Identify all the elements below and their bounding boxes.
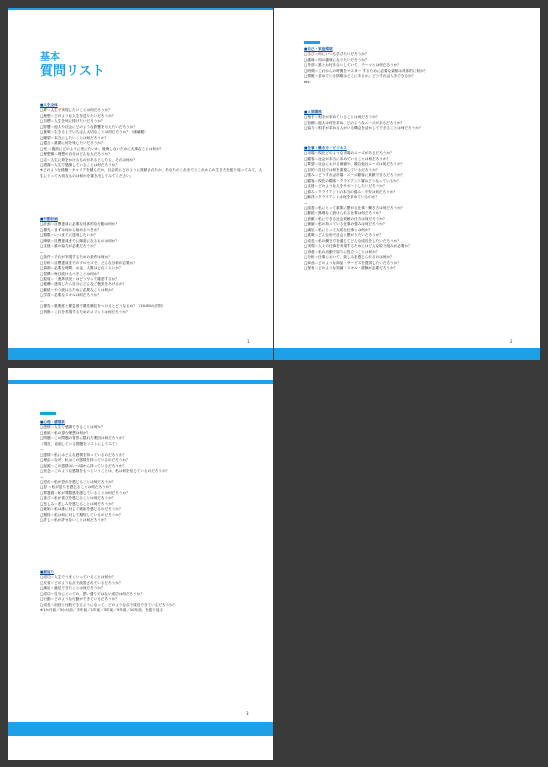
page-1	[8, 8, 273, 360]
section-heading: ■行動計画	[40, 217, 58, 221]
question-line: □悩み＝クライアントの本当の悩み・不安は何だろうか？	[304, 189, 397, 194]
question-line: □振返＝「進捗状況」はどうやって確認するか？	[40, 276, 119, 281]
section-heading: ■人間関係	[304, 110, 322, 114]
document-title: 質問リスト	[40, 64, 105, 79]
note-line: ※1か月前／3か月前／半年前／1年前／3年前／5年前／10年前、を振り返る	[40, 608, 164, 613]
question-line: □相手＝相手が求めていることは何だろうか？	[304, 115, 380, 120]
question-line: □成長＝私の働き方を通じてどんな成長をしたいだろうか？	[304, 238, 401, 243]
page-3	[8, 368, 273, 760]
document-subtitle: 基本	[40, 52, 60, 63]
section-heading: ■振返り	[40, 570, 55, 574]
question-line: □行動＝どのような行動ができているだろうか？	[40, 597, 119, 602]
question-line: □分析＝仕事において、楽しみを感じられるのは何か？	[304, 255, 394, 260]
question-line: □感情＝人生で感謝できることは何か？	[40, 425, 105, 430]
question-line: □問題＝この問題の背景に隠れた要因は何だろうか？	[40, 436, 127, 441]
section-heading: ■人生全体	[40, 103, 58, 107]
question-line: □市場＝現在どのような市場のニーズがあるだろうか？	[304, 151, 394, 156]
section-self-family	[304, 47, 532, 85]
question-line: □優先＝まずは何から始めるべきか？	[40, 227, 101, 232]
question-line: □時間＝これからの時間をマスター するために必要な資格は具体的に何か？	[304, 68, 428, 73]
question-line: □遺言＝最期に何を残したいだろうか？	[40, 141, 105, 146]
question-line: □悲しみ＝悲しみを感じることは何だろうか？	[40, 501, 116, 506]
section-life	[40, 103, 265, 179]
question-line: □信念＝このような感情をもつということは、私は何を信じているのだろうか？	[40, 469, 170, 474]
question-line: □目標＝人生を何に捧げたいだろうか？	[40, 119, 105, 124]
question-line: □得意＝私の活動で周りに役立つことは何か？	[304, 249, 380, 254]
question-line: （現在、直面している問題をリストにしてみて）	[40, 441, 119, 446]
question-line: □成長＝前回と比較できるようになって、どのような点で成長できているだろうか？	[40, 602, 177, 607]
question-line: □要望＝社会における価値や、競合他社ニーズは何だろうか？	[304, 162, 405, 167]
accent-bar	[304, 41, 320, 44]
question-line: □信頼＝他人は何を求め、どのようなニーズがあるだろうか？	[304, 120, 405, 125]
question-line: □期限＝いつまでに達成したいか？	[40, 233, 98, 238]
question-line: □許し＝私が許せないことは何だろうか？	[40, 518, 109, 523]
separator-dash: —	[40, 474, 44, 479]
question-line: □保有＝どのような知識・スキル・経験が必要だろうか？	[304, 265, 398, 270]
question-line: □計画＝目標達成に必要な具体的な行動は何か？	[40, 222, 119, 227]
question-line: □支援＝どのような人をサポートしたいだろうか？	[304, 184, 387, 189]
question-line: □改善＝私にとって重要に繋がる仕事・働き方は何だろうか？	[304, 205, 405, 210]
question-line: □協力＝相手が求める人がいる機会を活かしてできることは何だろうか？	[304, 126, 423, 131]
question-line: □資源＝必要な時間、お金、人脈はどれくらいか？	[40, 266, 123, 271]
question-line: □目的＝自社では何を重視しているだろうか？	[304, 167, 380, 172]
question-line: □嫉妬＝私は誰に対して嫉妬を感じるのだろうか？	[40, 507, 123, 512]
question-line: □恐れ＝私が恐れを感じることは何だろうか？	[40, 479, 116, 484]
question-line: □実現＝人々の仕事を実現するためにはどんな取り組みが必要か？	[304, 244, 412, 249]
question-line: □優先＝重要度と緊急度で優先順位をつけるとどうなるか？（20:80の法則）	[40, 304, 166, 309]
question-line: □強み＝どうすれば市場・ニーズ顧客に貢献できるだろうか？	[304, 173, 405, 178]
section-work-business	[304, 146, 532, 271]
question-line: □習慣＝毎日続けるべきことは何か？	[40, 271, 101, 276]
etc-text: etc.	[304, 79, 311, 84]
accent-bar	[40, 412, 56, 415]
section-heading: ■心理・感情系	[40, 420, 65, 424]
question-line: □理由＝なぜ、私はこの感情を持っているのだろうか？	[40, 458, 130, 463]
page-top-rule	[8, 8, 273, 10]
question-line: □願望＝本当にしたいことは何だろうか？	[40, 135, 109, 140]
question-line: □理想＝どのような人生を送りたいだろうか？	[40, 113, 116, 118]
page-2	[274, 8, 540, 360]
question-line: □反省＝どのような点で改善されているだろうか？	[40, 580, 123, 585]
question-line: □感情＝私にはどんな感情を持っているのだろうか？	[40, 452, 127, 457]
question-line: □満足＝私にとって大切な仕事とは何か？	[304, 227, 373, 232]
question-line: □成功＝人生でうまくいっていることは何か？	[40, 575, 116, 580]
question-line: □挑戦＝生きる上でいちばん大切なことは何だろうか？（価値観）	[40, 130, 148, 135]
page-top-rule	[8, 380, 273, 384]
question-line: □継続＝無理なく続けられる仕事は何だろうか？	[304, 211, 383, 216]
section-reflection	[40, 570, 268, 614]
question-line: □怒 ＝私が怒りを感じることは何だろうか？	[40, 485, 113, 490]
question-line: □期待＝私は何に対して期待しているのだろうか？	[40, 512, 123, 517]
section-psychology	[40, 420, 268, 524]
page-number: 2	[510, 339, 513, 344]
question-line: □影響＝他人や社会にどのような影響を与えたいだろうか？	[40, 124, 137, 129]
question-line: □成功＝自分にとっての、思い通りではない成功は何だろうか？	[40, 591, 144, 596]
page-number: 3	[246, 711, 249, 716]
page-bottom-band	[8, 722, 273, 736]
question-line: □意欲＝私の望む理想は何か？	[40, 430, 91, 435]
question-line: □顧客＝社会が本当に求めていることは何だろうか？	[304, 156, 391, 161]
section-heading: ■仕事・働き方・ビジネス	[304, 146, 347, 150]
question-line: □貢献＝私にできる社会貢献の仕方は何だろうか？	[304, 216, 387, 221]
question-line: □障壁＝目標達成までに障害になるものは何か？	[40, 238, 119, 243]
section-relationships	[304, 110, 532, 132]
note-paragraph: ※どのような経験・キャリアを積んだか、社会的にどのように貢献されたか、あなたのこれまでとこれからの生き方を振り返ってみて、人生にとって大切なものは何かを書き出してみてください。	[40, 168, 263, 178]
question-line: □満足＝満足できたことは何だろうか？	[40, 586, 105, 591]
question-line: □判断＝これを実現するためのメリットは何だろうか？	[40, 309, 130, 314]
separator-dash: —	[304, 200, 308, 205]
question-line: □分析＝目標達成までのプロセスで、どんな分析が必要か？	[40, 260, 137, 265]
question-line: □夢＝人生で実現したいことは何だろうか？	[40, 108, 112, 113]
question-line: □志＝人生に命をかけるものがあるとしたら、それは何か？	[40, 157, 137, 162]
section-heading: ■自己・家庭環境	[304, 47, 333, 51]
separator-dash: —	[40, 249, 44, 254]
question-line: □学習＝必要なスキルは何だろうか？	[40, 293, 101, 298]
question-line: □死 ＝臨終にどのように死にたいか、後悔しないために大事なことは何か？	[40, 146, 164, 151]
question-line: □喜び＝私が喜びを感じることは何だろうか？	[40, 496, 116, 501]
separator-dash: —	[40, 298, 44, 303]
question-line: □商品＝どのような商品・サービスを提供したいだろうか？	[304, 260, 401, 265]
question-line: □学び＝何にいつも学びたいだろうか？	[304, 52, 369, 57]
question-line: □支援＝誰の協力が必要だろうか？	[40, 244, 98, 249]
question-line: □継続＝やり続けるために必要なことは何か？	[40, 287, 116, 292]
question-line: □起源＝この感情はいつ頃から持っているだろうか？	[40, 463, 127, 468]
question-line: □解決＝クライアントは何を求めているのか？	[304, 195, 379, 200]
question-line: □罪悪感＝私が罪悪感を感じていることは何だろうか？	[40, 490, 130, 495]
question-line: □感謝＝人生で感謝していることは何だろうか？	[40, 162, 119, 167]
page-number: 1	[247, 339, 250, 344]
question-line: □趣味＝何の趣味になりたいだろうか？	[304, 57, 369, 62]
page-bottom-band	[274, 348, 540, 360]
question-line: □外部＝誰とお付き合いしていて、テーマとは何だろうか？	[304, 63, 401, 68]
page-bottom-band	[8, 348, 273, 360]
question-line: □顧客＝現在の顧客・クライアント層はどうなっているか？	[304, 178, 401, 183]
question-line: □報酬＝達成したら自分にどんなご褒美をあげるか？	[40, 282, 127, 287]
question-line: □条件＝それが実現するための条件は何か？	[40, 255, 112, 260]
separator-dash: —	[40, 447, 44, 452]
question-line: □情報＝求めている情報はどこにあるか。どうすれば入手できるか？	[304, 74, 416, 79]
question-line: □理想像＝理想の自分はどんな人だろうか？	[40, 152, 112, 157]
question-line: □価値＝私の持っている仕事の強みは何だろうか？	[304, 222, 387, 227]
question-line: □挑戦＝どんな形で社会と繋がりたいだろうか？	[304, 233, 383, 238]
section-action-plan	[40, 217, 265, 315]
